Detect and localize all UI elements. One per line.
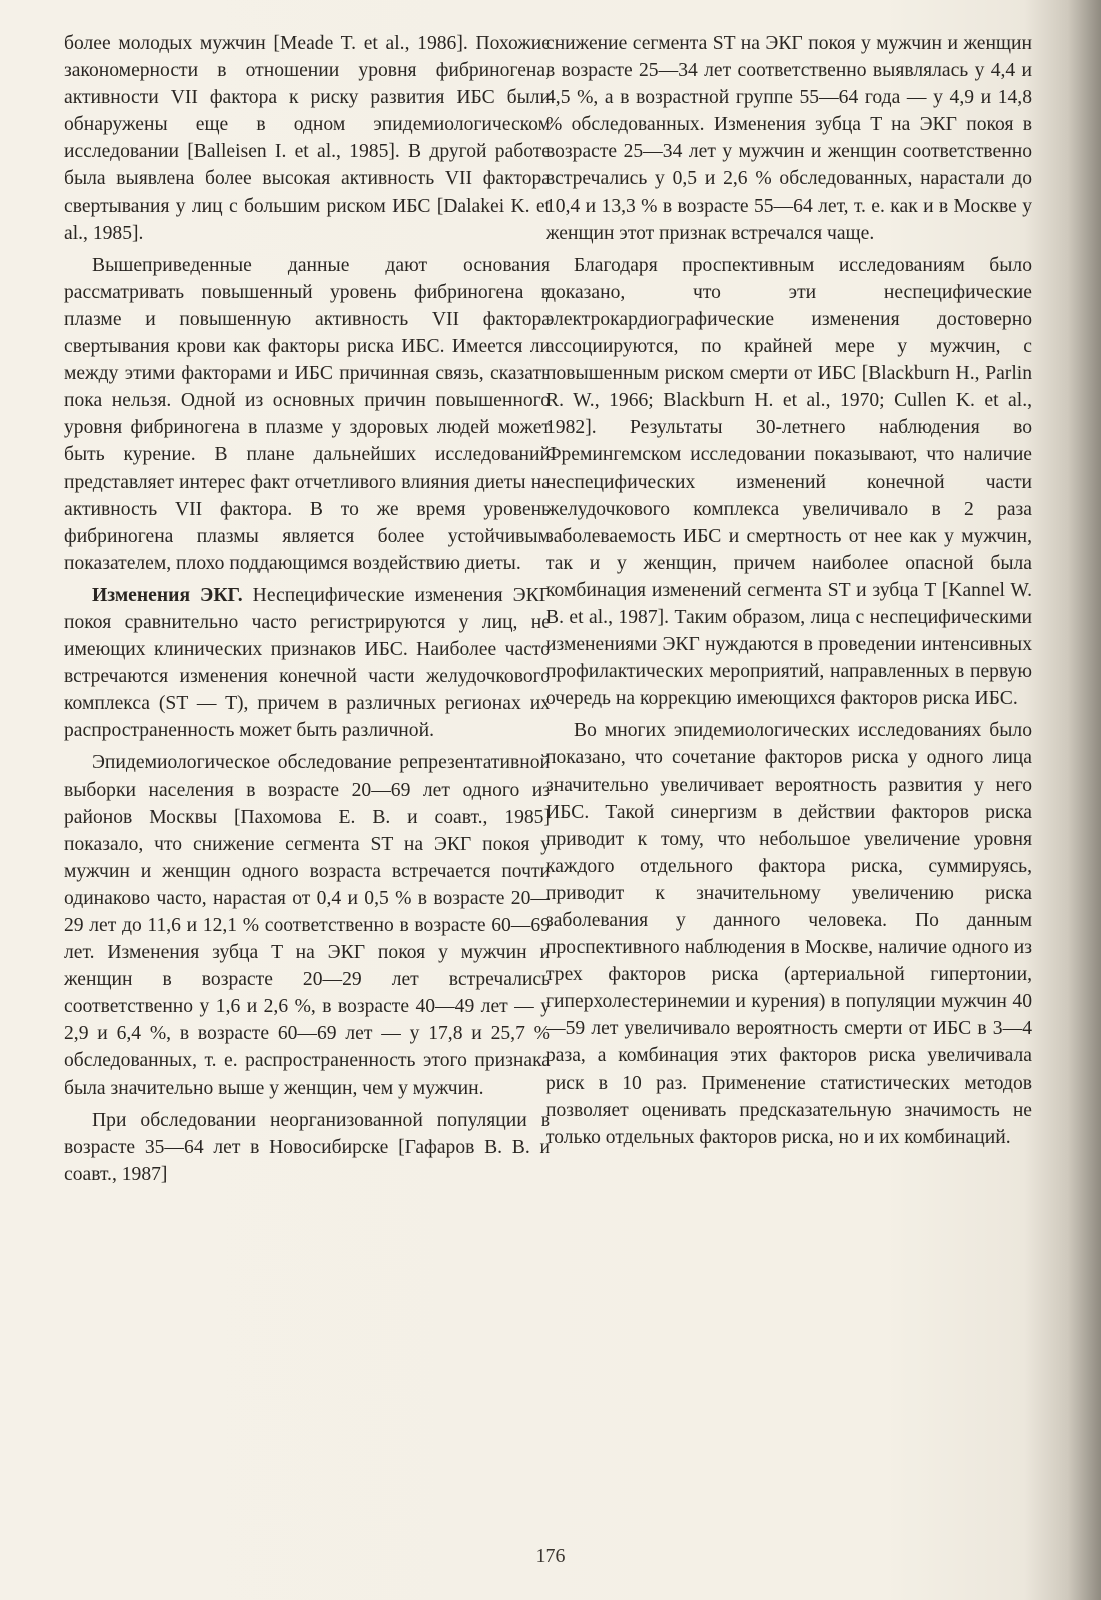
left-column [64,30,550,1188]
paragraph: Благодаря проспективным исследованиям было доказано, что эти неспецифические электрокардиографические изменения достоверно ассоциируются, по крайней мере у мужчин, с повышенным риском смерти от ИБС [Blackburn H., Parlin R. W., 1966; Blackburn H. et al., 1970; Cullen K. et al., 1982]. Результаты 30-летнего наблюдения во Фремингемском исследовании показывают, что наличие неспецифических изменений конечной части желудочкового комплекса увеличивало в 2 раза заболеваемость ИБС и смертность от нее как у мужчин, так и у женщин, причем наиболее опасной была комбинация изменений сегмента ST и зубца T [Kannel W. B. et al., 1987]. Таким образом, лица с неспецифическими изменениями ЭКГ нуждаются в проведении интенсивных профилактических мероприятий, направленных в первую очередь на коррекцию имеющихся факторов риска ИБС. [546,254,1032,710]
paragraph: Во многих эпидемиологических исследованиях было показано, что сочетание факторов риска у одного лица значительно увеличивает вероятность развития у него ИБС. Такой синергизм в действии факторов риска приводит к тому, что небольшое увеличение уровня каждого отдельного фактора риска, суммируясь, приводит к значительному увеличению риска заболевания у данного человека. По данным проспективного наблюдения в Москве, наличие одного из трех факторов риска (артериальной гипертонии, гиперхолестеринемии и курения) в популяции мужчин 40—59 лет увеличивало вероятность смерти от ИБС в 3—4 раза, а комбинация этих факторов риска увеличивала риск в 10 раз. Применение статистических методов позволяет оценивать предсказательную значимость не только отдельных факторов риска, но и их комбинаций. [546,720,1032,1148]
paragraph-text: Неспецифические изменения ЭКГ покоя сравнительно часто регистрируются у лиц, не имеющих клинических признаков ИБС. Наиболее часто встречаются изменения конечной части желудочкового комплекса (ST — T), причем в различных регионах их распространенность может быть различной. [64,584,550,742]
paragraph: Вышеприведенные данные дают основания рассматривать повышенный уровень фибриногена в плазме и повышенную активность VII фактора свертывания крови как факторы риска ИБС. Имеется ли между этими факторами и ИБС причинная связь, сказать пока нельзя. Одной из основных причин повышенного уровня фибриногена в плазме у здоровых людей может быть курение. В плане дальнейших исследований представляет интерес факт отчетливого влияния диеты на активность VII фактора. В то же время уровень фибриногена плазмы является более устойчивым показателем, плохо поддающимся воздействию диеты. [64,254,550,574]
paragraph: Эпидемиологическое обследование репрезентативной выборки населения в возрасте 20—69 лет одного из районов Москвы [Пахомова Е. В. и соавт., 1985] показало, что снижение сегмента ST на ЭКГ покоя у мужчин и женщин одного возраста встречается почти одинаково часто, нарастая от 0,4 и 0,5 % в возрасте 20—29 лет до 11,6 и 12,1 % соответственно в возрасте 60—69 лет. Изменения зубца T на ЭКГ покоя у мужчин и женщин в возрасте 20—29 лет встречались соответственно у 1,6 и 2,6 %, в возрасте 40—49 лет — у 2,9 и 6,4 %, в возрасте 60—69 лет — у 17,8 и 25,7 % обследованных, т. е. распространенность этого признака была значительно выше у женщин, чем у мужчин. [64,752,550,1099]
paragraph [64,582,550,745]
paragraph: снижение сегмента ST на ЭКГ покоя у мужчин и женщин в возрасте 25—34 лет соответственно выявлялась у 4,4 и 4,5 %, а в возрастной группе 55—64 года — у 4,9 и 14,8 % обследованных. Изменения зубца T на ЭКГ покоя в возрасте 25—34 лет у мужчин и женщин соответственно встречались у 0,5 и 2,6 % обследованных, нарастали до 10,4 и 13,3 % в возрасте 55—64 лет, т. е. как и в Москве у женщин этот признак встречался чаще. [546,33,1032,244]
right-column [546,30,1032,1151]
section-heading: Изменения ЭКГ. [92,584,243,606]
paragraph: более молодых мужчин [Meade T. et al., 1986]. Похожие закономерности в отношении уровня фибриногена, активности VII фактора к риску развития ИБС были обнаружены еще в одном эпидемиологическом исследовании [Balleisen I. et al., 1985]. В другой работе была выявлена более высокая активность VII фактора свертывания у лиц с большим риском ИБС [Dalakei K. et al., 1985]. [64,33,550,244]
page-number: 176 [535,1545,566,1567]
paragraph: При обследовании неорганизованной популяции в возрасте 35—64 лет в Новосибирске [Гафаров В. В. и соавт., 1987] [64,1109,550,1185]
